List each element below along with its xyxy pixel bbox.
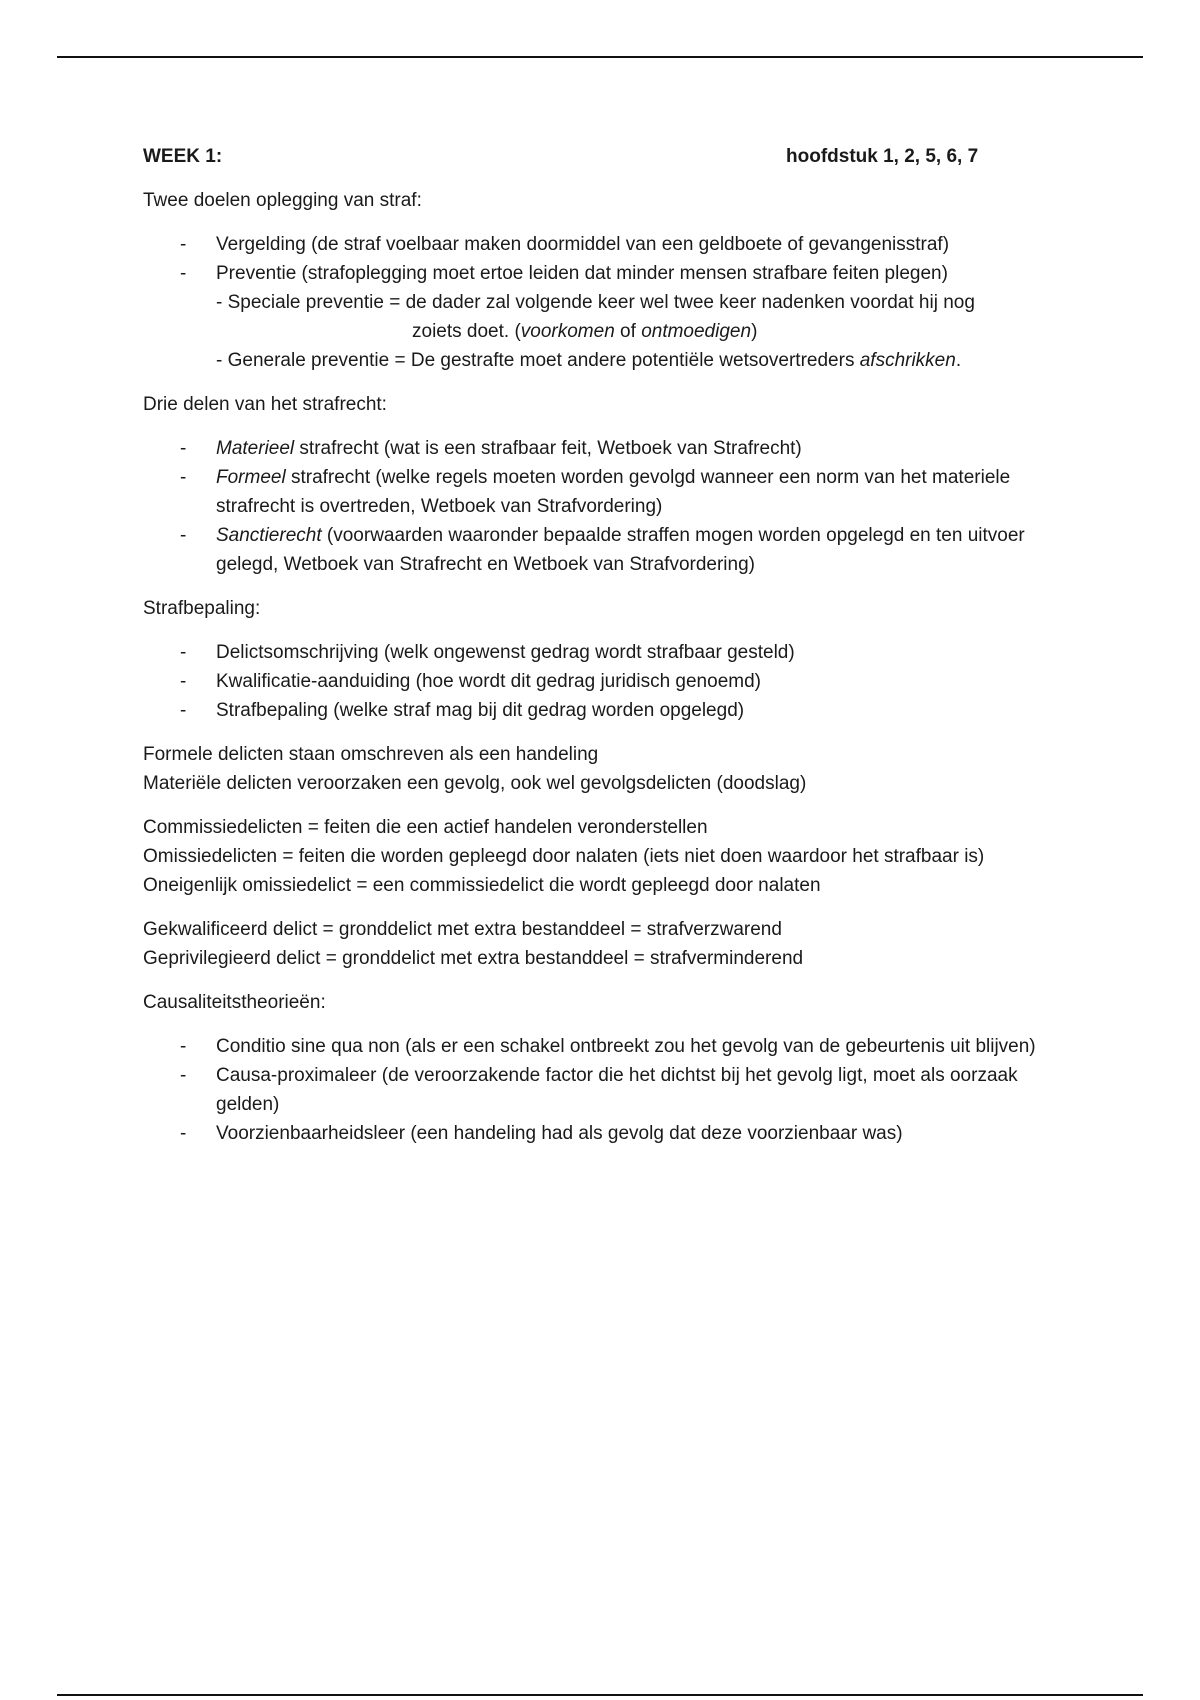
emphasis: voorkomen xyxy=(520,321,615,342)
bottom-rule xyxy=(57,1694,1143,1696)
list-item: - Causa-proximaleer (de veroorzakende factor die het dichtst bij het gevolg ligt, moet als oorzaak gelden) xyxy=(143,1061,1063,1119)
text: . xyxy=(955,350,962,371)
section-heading-strafbepaling: Strafbepaling: xyxy=(143,598,261,619)
list-item: - Conditio sine qua non (als er een schakel ontbreekt zou het gevolg van de gebeurtenis uit blijven) xyxy=(143,1032,1063,1061)
document-body xyxy=(143,142,1063,1163)
text: ) xyxy=(751,321,758,342)
speciale-preventie-line2 xyxy=(216,317,1063,346)
section-heading-doelen: Twee doelen oplegging van straf: xyxy=(143,190,422,211)
text: strafrecht (welke regels moeten worden gevolgd wanneer een norm van het materiele strafrecht is overtreden, Wetboek van Strafvordering) xyxy=(216,467,1011,517)
list-item xyxy=(143,463,1063,521)
list-item: - Voorzienbaarheidsleer (een handeling had als gevolg dat deze voorzienbaar was) xyxy=(143,1119,1063,1148)
list-item: - Strafbepaling (welke straf mag bij dit gedrag worden opgelegd) xyxy=(143,696,1063,725)
text-line: Oneigenlijk omissiedelict = een commissiedelict die wordt gepleegd door nalaten xyxy=(143,875,821,896)
text-line: Commissiedelicten = feiten die een actief handelen veronderstellen xyxy=(143,817,708,838)
text: of xyxy=(614,321,642,342)
list-item: - Kwalificatie-aanduiding (hoe wordt dit gedrag juridisch genoemd) xyxy=(143,667,1063,696)
doelen-list xyxy=(143,230,1063,375)
text-line: Gekwalificeerd delict = gronddelict met extra bestanddeel = strafverzwarend xyxy=(143,919,782,940)
paragraph-commissie xyxy=(143,813,1063,900)
list-item xyxy=(143,521,1063,579)
text: - Generale preventie = De gestrafte moet andere potentiële wetsovertreders xyxy=(216,350,860,371)
chapter-label: hoofdstuk 1, 2, 5, 6, 7 xyxy=(786,146,979,167)
section-heading-strafrecht: Drie delen van het strafrecht: xyxy=(143,394,387,415)
text-line: Formele delicten staan omschreven als een handeling xyxy=(143,744,599,765)
section-heading-causaliteit: Causaliteitstheorieën: xyxy=(143,992,326,1013)
text-line: Omissiedelicten = feiten die worden gepleegd door nalaten (iets niet doen waardoor het strafbaar is) xyxy=(143,846,985,867)
text-line: Geprivilegieerd delict = gronddelict met extra bestanddeel = strafverminderend xyxy=(143,948,804,969)
text: strafrecht (wat is een strafbaar feit, Wetboek van Strafrecht) xyxy=(294,438,802,459)
top-rule xyxy=(57,56,1143,58)
paragraph-gekwalificeerd xyxy=(143,915,1063,973)
list-item: - Vergelding (de straf voelbaar maken doormiddel van een geldboete of gevangenisstraf) xyxy=(143,230,1063,259)
strafbepaling-list xyxy=(143,638,1063,725)
paragraph-delicten xyxy=(143,740,1063,798)
speciale-preventie-line1: - Speciale preventie = de dader zal volgende keer wel twee keer nadenken voordat hij nog xyxy=(216,292,975,313)
text: zoiets doet. ( xyxy=(412,321,521,342)
list-item: - Delictsomschrijving (welk ongewenst gedrag wordt strafbaar gesteld) xyxy=(143,638,1063,667)
emphasis: ontmoedigen xyxy=(641,321,752,342)
text-line: Materiële delicten veroorzaken een gevolg, ook wel gevolgsdelicten (doodslag) xyxy=(143,773,807,794)
emphasis: afschrikken xyxy=(859,350,956,371)
week-label: WEEK 1: xyxy=(143,146,223,167)
page-header xyxy=(143,142,1063,171)
generale-preventie xyxy=(216,346,1063,375)
causaliteit-list xyxy=(143,1032,1063,1148)
emphasis: Sanctierecht xyxy=(216,525,322,546)
list-item-text: Preventie (strafoplegging moet ertoe leiden dat minder mensen strafbare feiten plegen) xyxy=(216,263,948,284)
strafrecht-list xyxy=(143,434,1063,579)
list-item xyxy=(143,434,1063,463)
text: (voorwaarden waaronder bepaalde straffen mogen worden opgelegd en ten uitvoer gelegd, Wetboek van Strafrecht en Wetboek van Strafvordering) xyxy=(216,525,1025,575)
emphasis: Formeel xyxy=(216,467,286,488)
emphasis: Materieel xyxy=(216,438,295,459)
speciale-preventie xyxy=(216,288,1063,317)
list-item xyxy=(143,259,1063,375)
